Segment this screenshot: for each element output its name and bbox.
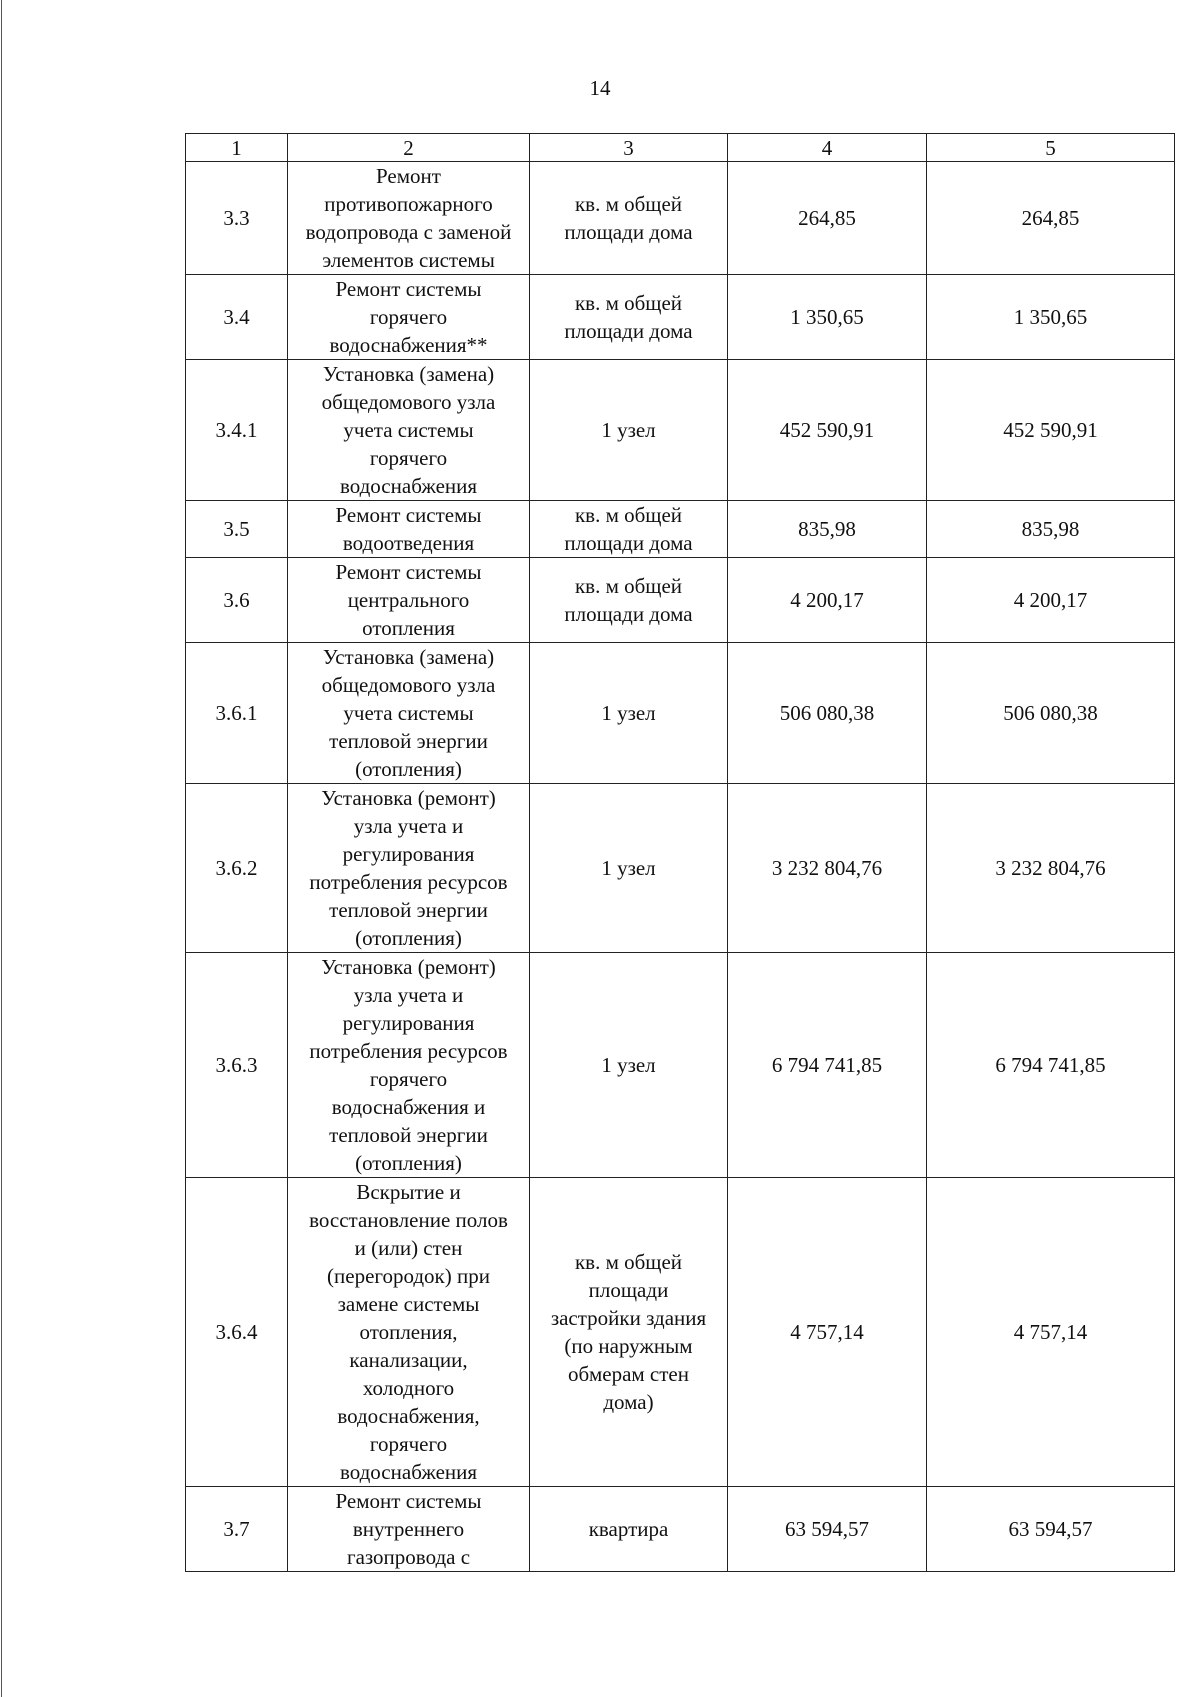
row-number: 3.4: [186, 275, 288, 360]
row-value-col4: 1 350,65: [728, 275, 927, 360]
row-value-col4: 4 200,17: [728, 558, 927, 643]
row-unit: 1 узел: [530, 784, 728, 953]
table-row: [186, 501, 1175, 558]
row-value-col5: 264,85: [927, 162, 1175, 275]
header-col-2: 2: [288, 134, 530, 162]
row-number: 3.6.4: [186, 1178, 288, 1487]
row-value-col5: 4 200,17: [927, 558, 1175, 643]
row-number: 3.6: [186, 558, 288, 643]
header-col-1: 1: [186, 134, 288, 162]
row-value-col5: 6 794 741,85: [927, 953, 1175, 1178]
table-row: [186, 784, 1175, 953]
header-col-4: 4: [728, 134, 927, 162]
row-number: 3.6.1: [186, 643, 288, 784]
row-unit: 1 узел: [530, 360, 728, 501]
row-description: Ремонт системы водоотведения: [288, 501, 530, 558]
row-value-col5: 506 080,38: [927, 643, 1175, 784]
row-number: 3.7: [186, 1487, 288, 1572]
row-value-col4: 452 590,91: [728, 360, 927, 501]
header-col-5: 5: [927, 134, 1175, 162]
row-value-col5: 3 232 804,76: [927, 784, 1175, 953]
row-description: Ремонт системы внутреннего газопровода с: [288, 1487, 530, 1572]
row-number: 3.6.3: [186, 953, 288, 1178]
header-col-3: 3: [530, 134, 728, 162]
row-number: 3.6.2: [186, 784, 288, 953]
row-unit: кв. м общей площади дома: [530, 275, 728, 360]
table-row: [186, 558, 1175, 643]
row-unit: кв. м общей площади дома: [530, 162, 728, 275]
table-row: [186, 1487, 1175, 1572]
scan-edge-line: [1, 0, 2, 1697]
table-row: [186, 360, 1175, 501]
row-number: 3.3: [186, 162, 288, 275]
row-value-col5: 4 757,14: [927, 1178, 1175, 1487]
row-value-col4: 506 080,38: [728, 643, 927, 784]
row-value-col4: 6 794 741,85: [728, 953, 927, 1178]
table-row: [186, 953, 1175, 1178]
row-description: Установка (замена) общедомового узла учета системы горячего водоснабжения: [288, 360, 530, 501]
table-row: [186, 275, 1175, 360]
row-description: Ремонт системы горячего водоснабжения**: [288, 275, 530, 360]
table-row: [186, 643, 1175, 784]
table-row: [186, 162, 1175, 275]
table-header-row: [186, 134, 1175, 162]
row-description: Ремонт системы центрального отопления: [288, 558, 530, 643]
row-value-col4: 4 757,14: [728, 1178, 927, 1487]
table-row: [186, 1178, 1175, 1487]
row-unit: квартира: [530, 1487, 728, 1572]
row-number: 3.5: [186, 501, 288, 558]
row-description: Вскрытие и восстановление полов и (или) стен (перегородок) при замене системы отопления, канализации, холодного водоснабжения, горячего водоснабжения: [288, 1178, 530, 1487]
row-unit: кв. м общей площади дома: [530, 558, 728, 643]
row-unit: 1 узел: [530, 643, 728, 784]
row-value-col5: 1 350,65: [927, 275, 1175, 360]
row-value-col4: 835,98: [728, 501, 927, 558]
row-number: 3.4.1: [186, 360, 288, 501]
row-value-col5: 452 590,91: [927, 360, 1175, 501]
works-cost-table: [185, 133, 1175, 1572]
row-value-col4: 264,85: [728, 162, 927, 275]
row-description: Ремонт противопожарного водопровода с заменой элементов системы: [288, 162, 530, 275]
row-description: Установка (ремонт) узла учета и регулирования потребления ресурсов тепловой энергии (отопления): [288, 784, 530, 953]
row-unit: 1 узел: [530, 953, 728, 1178]
page-number: 14: [589, 76, 611, 100]
row-value-col4: 63 594,57: [728, 1487, 927, 1572]
row-description: Установка (ремонт) узла учета и регулирования потребления ресурсов горячего водоснабжения и тепловой энергии (отопления): [288, 953, 530, 1178]
row-description: Установка (замена) общедомового узла учета системы тепловой энергии (отопления): [288, 643, 530, 784]
row-unit: кв. м общей площади застройки здания (по наружным обмерам стен дома): [530, 1178, 728, 1487]
row-value-col4: 3 232 804,76: [728, 784, 927, 953]
row-unit: кв. м общей площади дома: [530, 501, 728, 558]
row-value-col5: 835,98: [927, 501, 1175, 558]
row-value-col5: 63 594,57: [927, 1487, 1175, 1572]
